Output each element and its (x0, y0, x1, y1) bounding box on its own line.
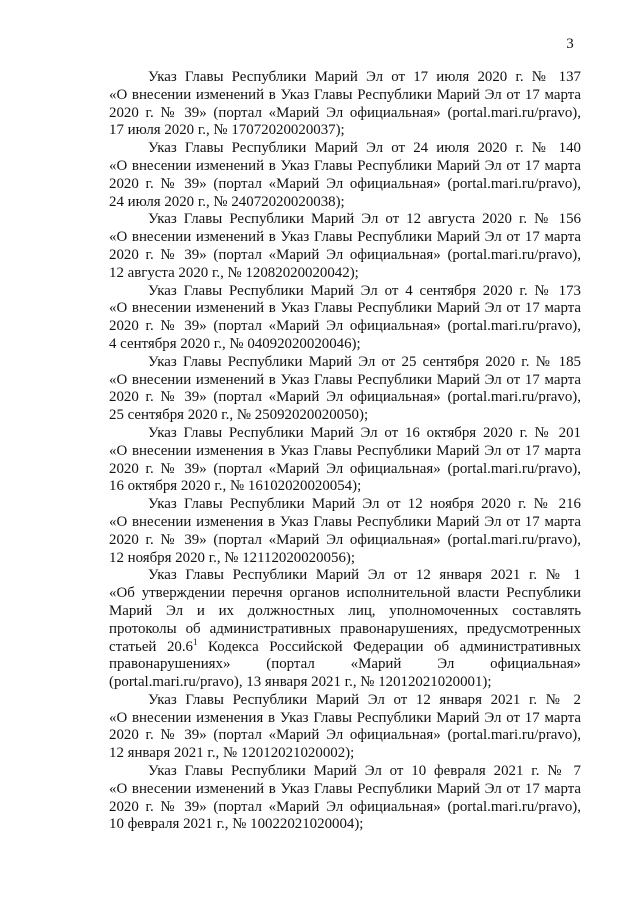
text-run: статьей 20.6 (109, 638, 193, 655)
decree-paragraph (109, 692, 581, 763)
decree-paragraph (109, 567, 581, 692)
decree-paragraph (109, 763, 581, 834)
decree-paragraph (109, 283, 581, 354)
text-run: Кодекса Российской Федерации об административных (197, 638, 581, 655)
text-line: Указ Главы Республики Марий Эл от 12 января 2021 г. № 1 (148, 567, 581, 584)
text-line: Марий Эл и их должностных лиц, уполномоченных составлять (109, 602, 581, 619)
text-line: Указ Главы Республики Марий Эл от 4 сентября 2020 г. № 173 (148, 282, 581, 299)
decree-paragraph (109, 211, 581, 282)
text-line: Указ Главы Республики Марий Эл от 17 июля 2020 г. № 137 (148, 69, 581, 85)
text-line (109, 636, 581, 657)
decree-paragraph (109, 69, 581, 140)
text-line: 2020 г. № 39» (портал «Марий Эл официальная» (portal.mari.ru/pravo), (109, 798, 581, 815)
text-line: 2020 г. № 39» (портал «Марий Эл официальная» (portal.mari.ru/pravo), (109, 727, 581, 744)
page-number: 3 (566, 36, 574, 52)
text-line: Указ Главы Республики Марий Эл от 16 октября 2020 г. № 201 (148, 424, 581, 441)
decree-paragraph (109, 354, 581, 425)
text-line: «О внесении изменений в Указ Главы Республики Марий Эл от 17 марта (109, 157, 581, 174)
text-line: «О внесении изменений в Указ Главы Республики Марий Эл от 17 марта (109, 229, 581, 246)
text-line: «О внесении изменений в Указ Главы Республики Марий Эл от 17 марта (109, 86, 581, 103)
text-line: «О внесении изменений в Указ Главы Республики Марий Эл от 17 марта (109, 371, 581, 388)
text-line: 2020 г. № 39» (портал «Марий Эл официальная» (portal.mari.ru/pravo), (109, 531, 581, 548)
text-line: 12 января 2021 г., № 12012021020002); (109, 745, 355, 762)
text-line: «О внесении изменения в Указ Главы Республики Марий Эл от 17 марта (109, 709, 581, 726)
text-line: протоколы об административных правонарушениях, предусмотренных (109, 620, 581, 637)
decree-paragraph (109, 140, 581, 211)
text-line: 2020 г. № 39» (портал «Марий Эл официальная» (portal.mari.ru/pravo), (109, 175, 581, 192)
text-line: «О внесении изменений в Указ Главы Республики Марий Эл от 17 марта (109, 300, 581, 317)
text-line: 2020 г. № 39» (портал «Марий Эл официальная» (portal.mari.ru/pravo), (109, 246, 581, 263)
text-line: (portal.mari.ru/pravo), 13 января 2021 г., № 12012021020001); (109, 674, 492, 691)
text-line: 2020 г. № 39» (портал «Марий Эл официальная» (portal.mari.ru/pravo), (109, 460, 581, 477)
text-line: 2020 г. № 39» (портал «Марий Эл официальная» (portal.mari.ru/pravo), (109, 318, 581, 335)
text-line: 2020 г. № 39» (портал «Марий Эл официальная» (portal.mari.ru/pravo), (109, 104, 581, 121)
text-line: Указ Главы Республики Марий Эл от 10 февраля 2021 г. № 7 (148, 763, 581, 780)
text-line: Указ Главы Республики Марий Эл от 12 января 2021 г. № 2 (148, 691, 581, 708)
text-line: Указ Главы Республики Марий Эл от 12 ноября 2020 г. № 216 (148, 496, 581, 513)
text-line: 12 августа 2020 г., № 12082020020042); (109, 264, 359, 281)
superscript-marker: 1 (193, 636, 198, 647)
text-line: 4 сентября 2020 г., № 04092020020046); (109, 335, 361, 352)
text-line: 17 июля 2020 г., № 17072020020037); (109, 122, 345, 139)
decree-paragraph (109, 496, 581, 567)
text-line: 2020 г. № 39» (портал «Марий Эл официальная» (portal.mari.ru/pravo), (109, 389, 581, 406)
text-line: Указ Главы Республики Марий Эл от 12 августа 2020 г. № 156 (148, 211, 581, 228)
text-line: Указ Главы Республики Марий Эл от 25 сентября 2020 г. № 185 (148, 353, 581, 370)
text-line: 24 июля 2020 г., № 24072020020038); (109, 193, 345, 210)
text-line: 25 сентября 2020 г., № 25092020020050); (109, 407, 369, 424)
text-line: «О внесении изменения в Указ Главы Республики Марий Эл от 17 марта (109, 513, 581, 530)
text-line: правонарушениях» (портал «Марий Эл официальная» (109, 656, 581, 673)
decree-paragraph (109, 425, 581, 496)
text-line: Указ Главы Республики Марий Эл от 24 июля 2020 г. № 140 (148, 140, 581, 157)
text-line: 10 февраля 2021 г., № 10022021020004); (109, 816, 364, 833)
document-body (109, 69, 581, 834)
text-line: 12 ноября 2020 г., № 12112020020056); (109, 549, 355, 566)
text-line: «Об утверждении перечня органов исполнительной власти Республики (109, 585, 581, 602)
text-line: «О внесении изменений в Указ Главы Республики Марий Эл от 17 марта (109, 780, 581, 797)
text-line: «О внесении изменения в Указ Главы Республики Марий Эл от 17 марта (109, 442, 581, 459)
text-line: 16 октября 2020 г., № 16102020020054); (109, 478, 362, 495)
